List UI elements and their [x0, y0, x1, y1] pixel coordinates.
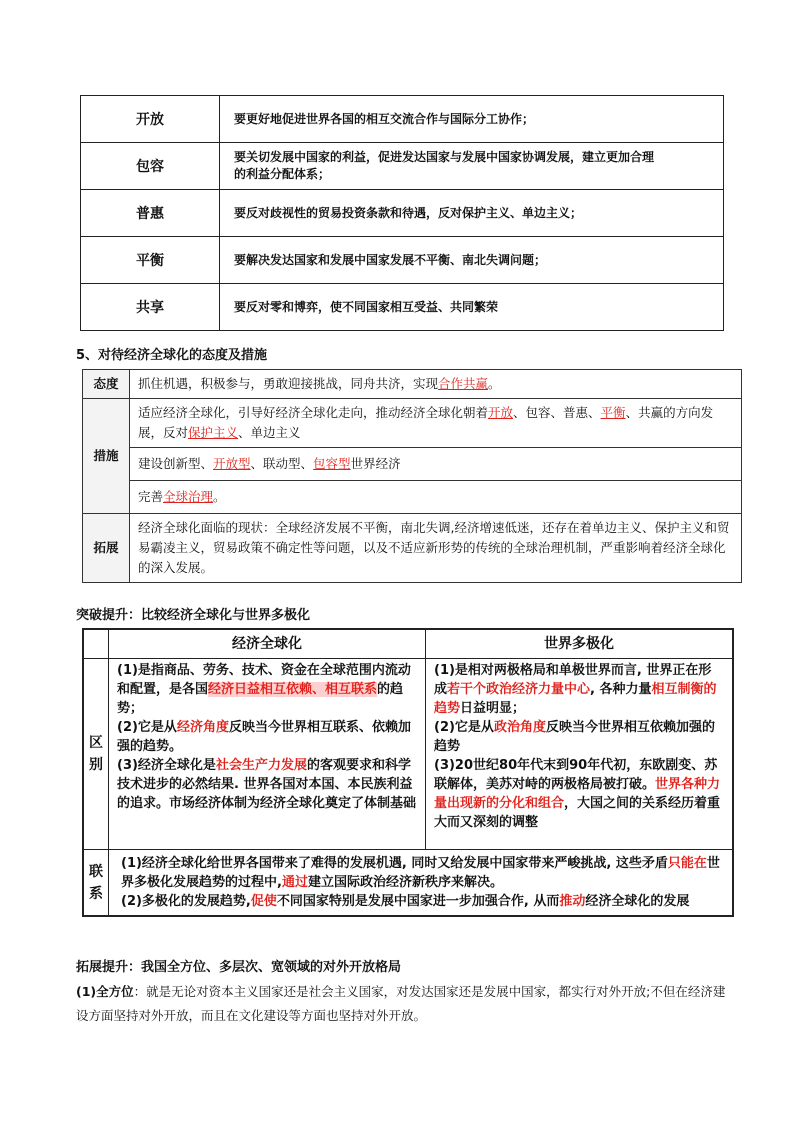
comparison-table	[82, 628, 734, 917]
table-row	[83, 514, 742, 583]
section-heading: 突破提升：比较经济全球化与世界多极化	[76, 608, 311, 623]
globalization-cell: (1)是指商品、劳务、技术、资金在全球范围内流动和配置，是各国经济日益相互依赖、相互联系的趋势； (2)它是从经济角度反映当今世界相互联系、依赖加强的趋势。 (3)经济全球化是社会生产力发展的客观要求和科学技术进步的必然结果. 世界各国对本国、本民族利益的追求。市场经济体制为经济全球化奠定了体制基础	[109, 659, 426, 850]
column-header: 经济全球化	[109, 629, 426, 659]
corner-cell	[83, 629, 109, 659]
principle-value: 要更好地促进世界各国的相互交流合作与国际分工协作；	[220, 96, 724, 143]
row-key: 拓展	[83, 514, 130, 583]
attitude-table	[82, 369, 742, 583]
principle-key: 平衡	[81, 237, 220, 284]
paragraph	[76, 980, 736, 1028]
row-key: 联系	[83, 850, 109, 917]
table-row	[83, 399, 742, 448]
paragraph-text: ：就是无论对资本主义国家还是社会主义国家，对发达国家还是发展中国家，都实行对外开放;不但在经济建设方面坚持对外开放，而且在文化建设等方面也坚持对外开放。	[76, 984, 726, 1023]
table-row	[83, 481, 742, 514]
row-key: 措施	[83, 399, 130, 514]
section-heading: 5、对待经济全球化的态度及措施	[76, 348, 268, 363]
principle-key: 包容	[81, 143, 220, 190]
principle-key: 普惠	[81, 190, 220, 237]
table-row	[81, 237, 724, 284]
table-row	[83, 370, 742, 399]
measure-item: 适应经济全球化，引导好经济全球化走向，推动经济全球化朝着开放、包容、普惠、平衡、共赢的方向发展，反对保护主义、单边主义	[130, 399, 742, 448]
principle-value: 要关切发展中国家的利益，促进发达国家与发展中国家协调发展，建立更加合理的利益分配体系；	[220, 143, 724, 190]
table-row	[81, 96, 724, 143]
principle-key: 共享	[81, 284, 220, 331]
table-row	[83, 850, 733, 917]
row-key: 区别	[83, 659, 109, 850]
principle-value: 要反对零和博弈，使不同国家相互受益、共同繁荣	[220, 284, 724, 331]
principles-table	[80, 95, 724, 331]
measure-item: 完善全球治理。	[130, 481, 742, 514]
section-heading: 拓展提升：我国全方位、多层次、宽领域的对外开放格局	[76, 960, 402, 975]
principle-key: 开放	[81, 96, 220, 143]
table-row	[81, 143, 724, 190]
table-row	[81, 190, 724, 237]
table-row	[83, 659, 733, 850]
table-row	[83, 629, 733, 659]
measure-item: 建设创新型、开放型、联动型、包容型世界经济	[130, 448, 742, 481]
principle-value: 要解决发达国家和发展中国家发展不平衡、南北失调问题；	[220, 237, 724, 284]
row-key: 态度	[83, 370, 130, 399]
expand-text: 经济全球化面临的现状：全球经济发展不平衡，南北失调,经济增速低迷，还存在着单边主义、保护主义和贸易霸凌主义，贸易政策不确定性等问题，以及不适应新形势的传统的全球治理机制，严重影响着经济全球化的深入发展。	[130, 514, 742, 583]
principle-value: 要反对歧视性的贸易投资条款和待遇，反对保护主义、单边主义；	[220, 190, 724, 237]
multipolarization-cell: (1)是相对两极格局和单极世界而言, 世界正在形成若干个政治经济力量中心, 各种力量相互制衡的趋势日益明显； (2)它是从政治角度反映当今世界相互依赖加强的趋势 (3)20世纪80年代末到90年代初，东欧剧变、苏联解体，美苏对峙的两极格局被打破。世界各种力量出现新的分化和组合，大国之间的关系经历着重大而又深刻的调整	[426, 659, 734, 850]
table-row	[81, 284, 724, 331]
attitude-text: 抓住机遇，积极参与，勇敢迎接挑战，同舟共济，实现合作共赢。	[130, 370, 742, 399]
relation-cell: (1)经济全球化给世界各国带来了难得的发展机遇, 同时又给发展中国家带来严峻挑战, 这些矛盾只能在世界多极化发展趋势的过程中,通过建立国际政治经济新秩序来解决。 (2)多极化的发展趋势,促使不同国家特别是发展中国家进一步加强合作, 从而推动经济全球化的发展	[109, 850, 734, 917]
column-header: 世界多极化	[426, 629, 734, 659]
table-row	[83, 448, 742, 481]
paragraph-label: (1)全方位	[76, 984, 134, 999]
